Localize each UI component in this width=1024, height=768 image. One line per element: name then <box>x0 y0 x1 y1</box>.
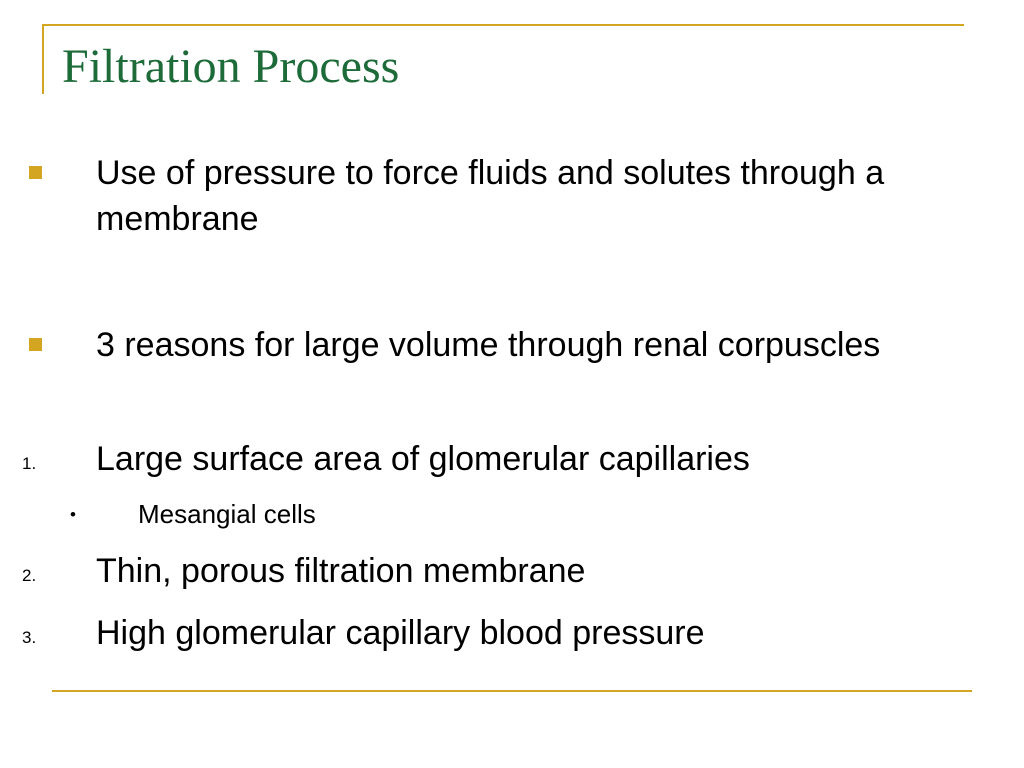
bullet-text: 3 reasons for large volume through renal corpuscles <box>96 326 881 364</box>
list-number: 3. <box>22 628 37 647</box>
numbered-text: Thin, porous filtration membrane <box>96 552 586 590</box>
sub-bullet-text: Mesangial cells <box>138 499 316 529</box>
numbered-text: Large surface area of glomerular capillaries <box>96 440 750 478</box>
slide-title: Filtration Process <box>62 40 400 93</box>
numbered-text: High glomerular capillary blood pressure <box>96 614 705 652</box>
dot-bullet-icon: • <box>70 505 76 524</box>
square-bullet-icon <box>29 338 42 351</box>
list-number: 1. <box>22 454 37 473</box>
list-number: 2. <box>22 566 37 585</box>
square-bullet-icon <box>29 166 42 179</box>
bullet-text: Use of pressure to force fluids and solutes through a membrane <box>96 154 885 238</box>
